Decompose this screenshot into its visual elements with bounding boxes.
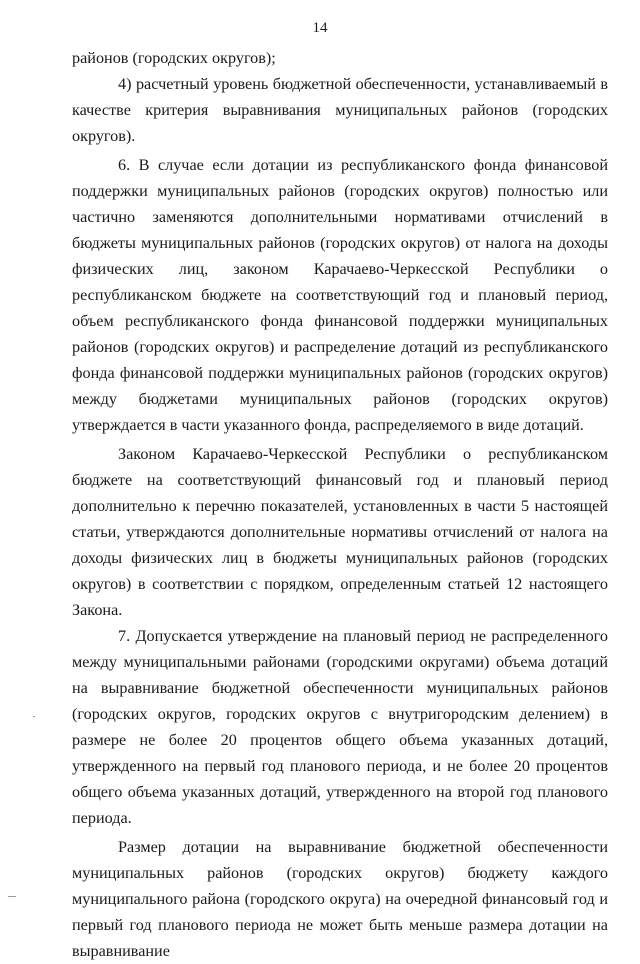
document-body — [72, 45, 608, 964]
paragraph-law-reference: Законом Карачаево-Черкесской Республики о республиканском бюджете на соответствующий финансовый год и плановый период дополнительно к перечню показателей, установленных в части 5 настоящей статьи, утверждаются дополнительные нормативы отчислений от налога на доходы физических лиц в бюджеты муниципальных районов (городских округов) в соответствии с порядком, определенным статьей 12 настоящего Закона. — [72, 445, 608, 619]
paragraph-continuation: районов (городских округов); — [72, 49, 276, 67]
paragraph-clause-7: 7. Допускается утверждение на плановый период не распределенного между муниципальными районами (городскими округами) объема дотаций на выравнивание бюджетной обеспеченности муниципальных районов (городских округов, городских округов с внутригородским делением) в размере не более 20 процентов общего объема указанных дотаций, утвержденного на первый год планового периода, и не более 20 процентов общего объема указанных дотаций, утвержденного на второй год планового периода. — [72, 627, 608, 827]
paragraph-item-4: 4) расчетный уровень бюджетной обеспеченности, устанавливаемый в качестве критерия выравнивания муниципальных районов (городских округов). — [72, 75, 608, 145]
paragraph-clause-6: 6. В случае если дотации из республиканского фонда финансовой поддержки муниципальных районов (городских округов) полностью или частично заменяются дополнительными нормативами отчислений в бюджеты муниципальных районов (городских округов) от налога на доходы физических лиц, законом Карачаево-Черкесской Республики о республиканском бюджете на соответствующий год и плановый период, объем республиканского фонда финансовой поддержки муниципальных районов (городских округов) и распределение дотаций из республиканского фонда финансовой поддержки муниципальных районов (городских округов) между бюджетами муниципальных районов (городских округов) утверждается в части указанного фонда, распределяемого в виде дотаций. — [72, 156, 608, 434]
scan-artifact — [8, 896, 16, 897]
scan-artifact — [33, 716, 35, 717]
paragraph-subsidy-size: Размер дотации на выравнивание бюджетной обеспеченности муниципальных районов (городских округов) бюджету каждого муниципального района (городского округа) на очередной финансовый год и первый год планового периода не может быть меньше размера дотации на выравнивание — [72, 838, 608, 960]
page-number: 14 — [312, 20, 328, 36]
